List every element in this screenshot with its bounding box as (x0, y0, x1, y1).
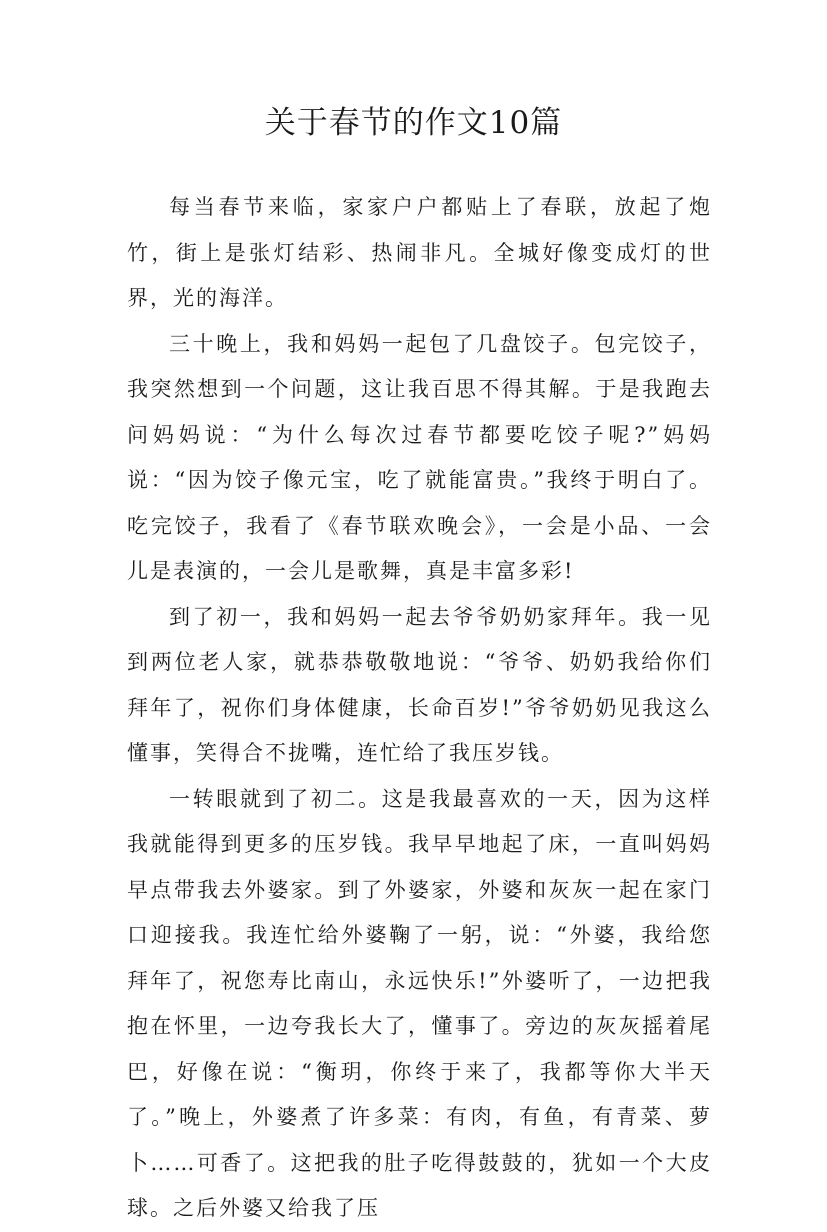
document-title: 关于春节的作文10篇 (264, 105, 563, 141)
document-body (127, 185, 712, 1232)
paragraph-4: 一转眼就到了初二。这是我最喜欢的一天，因为这样我就能得到更多的压岁钱。我早早地起了床，一直叫妈妈早点带我去外婆家。到了外婆家，外婆和灰灰一起在家门口迎接我。我连忙给外婆鞠了一躬，说：“外婆，我给您拜年了，祝您寿比南山，永远快乐!”外婆听了，一边把我抱在怀里，一边夸我长大了，懂事了。旁边的灰灰摇着尾巴，好像在说：“衡玥，你终于来了，我都等你大半天了。”晚上，外婆煮了许多菜：有肉，有鱼，有青菜、萝卜……可香了。这把我的肚子吃得鼓鼓的，犹如一个大皮球。之后外婆又给我了压 (127, 786, 712, 1220)
paragraph-1: 每当春节来临，家家户户都贴上了春联，放起了炮竹，街上是张灯结彩、热闹非凡。全城好像变成灯的世界，光的海洋。 (127, 195, 712, 310)
paragraph-3: 到了初一，我和妈妈一起去爷爷奶奶家拜年。我一见到两位老人家，就恭恭敬敬地说：“爷爷、奶奶我给你们拜年了，祝你们身体健康，长命百岁!”爷爷奶奶见我这么懂事，笑得合不拢嘴，连忙给了我压岁钱。 (127, 604, 712, 765)
paragraph-2: 三十晚上，我和妈妈一起包了几盘饺子。包完饺子，我突然想到一个问题，这让我百思不得其解。于是我跑去问妈妈说：“为什么每次过春节都要吃饺子呢?”妈妈说：“因为饺子像元宝，吃了就能富贵。”我终于明白了。吃完饺子，我看了《春节联欢晚会》，一会是小品、一会儿是表演的，一会儿是歌舞，真是丰富多彩! (127, 331, 712, 583)
